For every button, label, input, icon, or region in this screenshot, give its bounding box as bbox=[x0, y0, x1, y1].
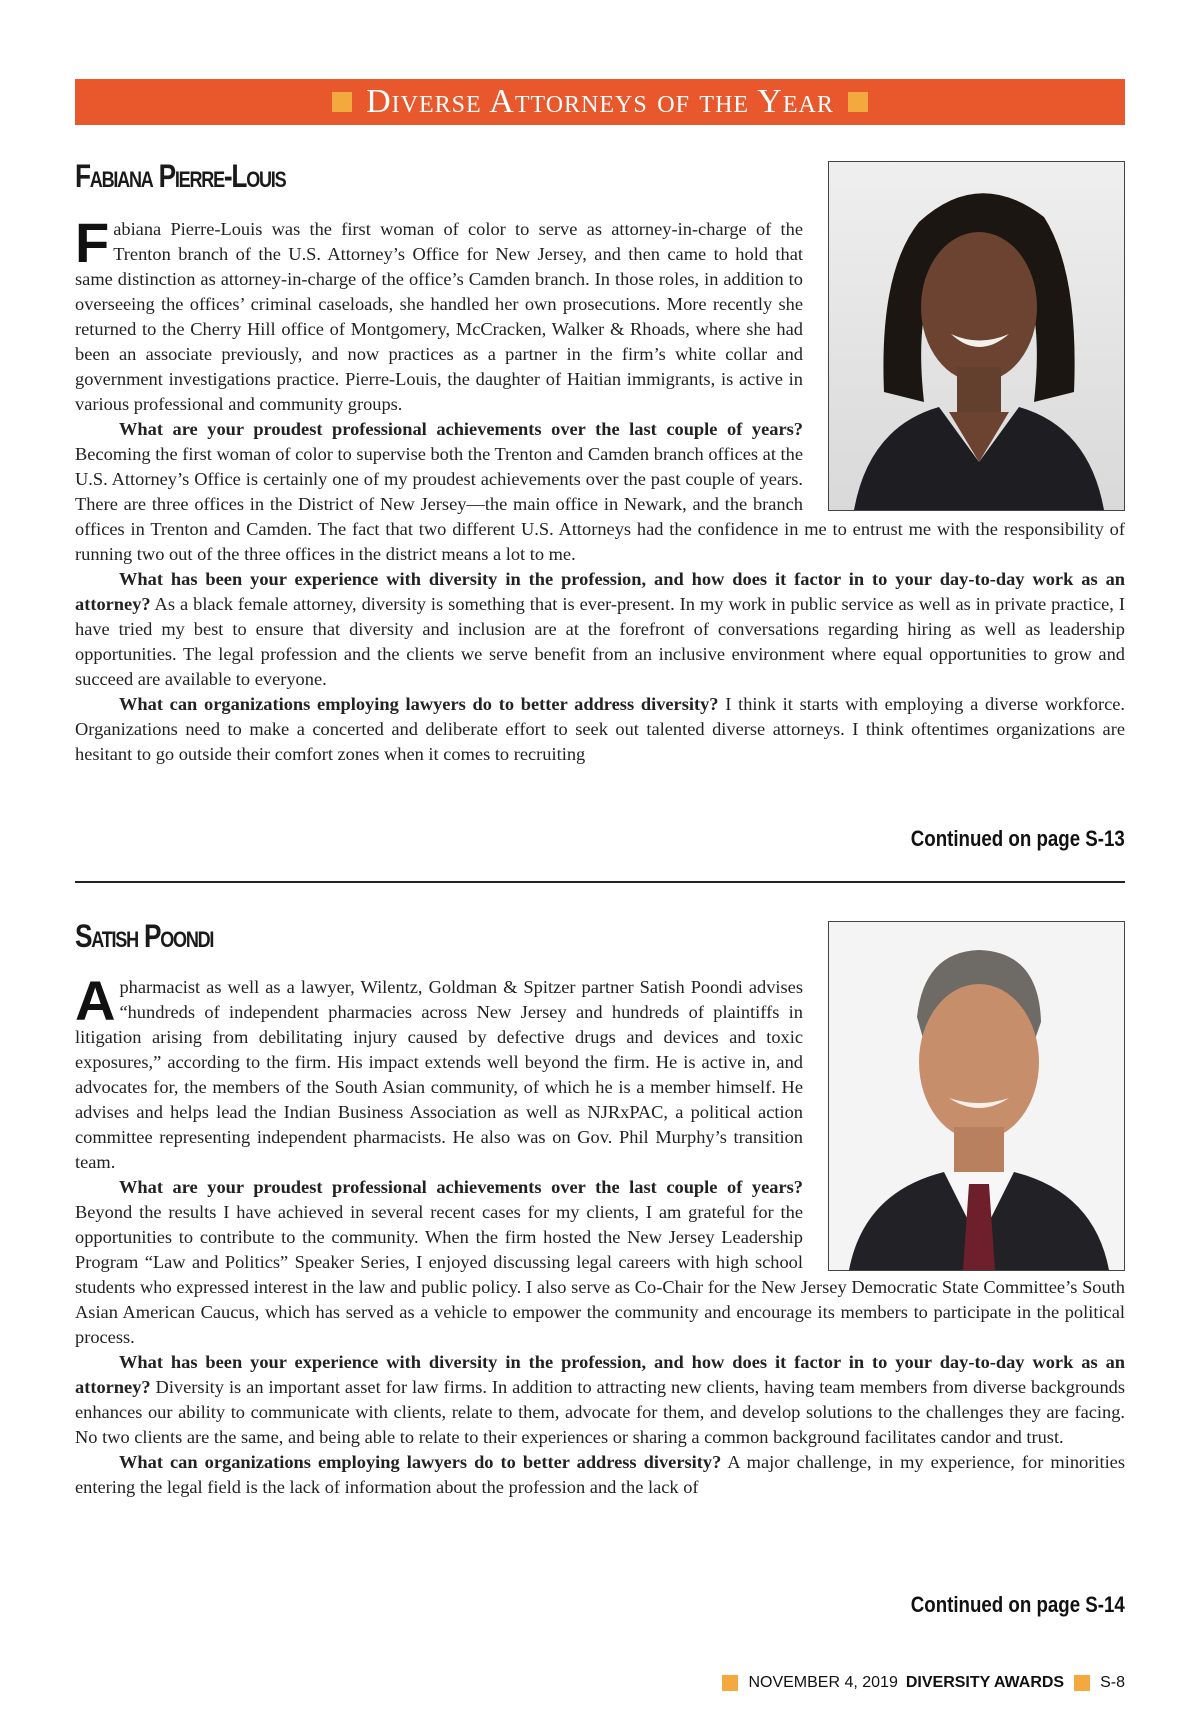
drop-cap: A bbox=[75, 969, 116, 1032]
profile-name: Satish Poondi bbox=[75, 918, 214, 954]
square-ornament-left bbox=[332, 92, 352, 112]
square-ornament-right bbox=[848, 92, 868, 112]
page-number: S-8 bbox=[1100, 1674, 1125, 1691]
continued-link[interactable]: Continued on page S-13 bbox=[910, 826, 1125, 851]
profile-intro: pharmacist as well as a lawyer, Wilentz, Goldman & Spitzer partner Satish Poondi advises “hundreds of independent pharmacies across New Jersey and hundreds of plaintiffs in litigation arising from debilitating injury caused by defective drugs and devices and toxic exposures,” according to the firm. His impact extends well beyond the firm. He is active in, and advocates for, the members of the South Asian community, of which he is a member himself. He advises and helps lead the Indian Business Association as well as NJRxPAC, a political action committee representing independent pharmacists. He also was on Gov. Phil Murphy’s transition team. bbox=[75, 977, 803, 1172]
section-name: DIVERSITY AWARDS bbox=[905, 1674, 1065, 1691]
question: What are your proudest professional achievements over the last couple of years? bbox=[119, 419, 803, 439]
answer: Becoming the first woman of color to supervise both the Trenton and Camden branch offices at the U.S. Attorney’s Office is certainly one of my proudest achievements over the past couple of years. There are three offices in the District of New Jersey—the main office in Newark, and the branch offices in Trenton and Camden. The fact that two different U.S. Attorneys had the confidence in me to entrust me with the responsibility of running two out of the three offices in the district means a lot to me. bbox=[75, 444, 1125, 564]
page-footer bbox=[712, 1674, 1125, 1692]
question: What can organizations employing lawyers do to better address diversity? bbox=[119, 1452, 722, 1472]
section-banner bbox=[75, 79, 1125, 125]
answer: Diversity is an important asset for law firms. In addition to attracting new clients, having team members from diverse backgrounds enhances our ability to communicate with clients, relate to them, advocate for them, and develop solutions to the challenges they are facing. No two clients are the same, and being able to relate to their experiences or sharing a common background facilitates candor and trust. bbox=[75, 1377, 1125, 1447]
profile-name: Fabiana Pierre-Louis bbox=[75, 158, 286, 194]
answer: Beyond the results I have achieved in several recent cases for my clients, I am grateful for the opportunities to contribute to the community. When the firm hosted the New Jersey Leadership Program “Law and Politics” Speaker Series, I enjoyed discussing legal careers with high school students who expressed interest in the law and public policy. I also serve as Co-Chair for the New Jersey Democratic State Committee’s South Asian American Caucus, which has served as a vehicle to empower the community and encourage its members to participate in the political process. bbox=[75, 1202, 1125, 1347]
question: What can organizations employing lawyers do to better address diversity? bbox=[119, 694, 719, 714]
profile-body bbox=[75, 211, 1125, 767]
question: What has been your experience with diversity in the profession, and how does it factor in to your day-to-day work as an attorney? bbox=[75, 569, 1125, 614]
section-divider bbox=[75, 881, 1125, 883]
continued-link[interactable]: Continued on page S-14 bbox=[910, 1592, 1125, 1617]
section-title: Diverse Attorneys of the Year bbox=[366, 83, 834, 120]
answer: I think it starts with employing a diverse workforce. Organizations need to make a concerted and deliberate effort to seek out talented diverse attorneys. I think oftentimes organizations are hesitant to go outside their comfort zones when it comes to recruiting bbox=[75, 694, 1125, 764]
question: What has been your experience with diversity in the profession, and how does it factor in to your day-to-day work as an attorney? bbox=[75, 1352, 1125, 1397]
profile-body bbox=[75, 969, 1125, 1500]
profile-intro: abiana Pierre-Louis was the first woman of color to serve as attorney-in-charge of the Trenton branch of the U.S. Attorney’s Office for New Jersey, and then came to hold that same distinction as attorney-in-charge of the office’s Camden branch. In those roles, in addition to overseeing the offices’ criminal caseloads, she handled her own prosecutions. More recently she returned to the Cherry Hill office of Montgomery, McCracken, Walker & Rhoads, where she had been an associate previously, and now practices as a partner in the firm’s white collar and government investigations practice. Pierre-Louis, the daughter of Haitian immigrants, is active in various professional and community groups. bbox=[75, 219, 803, 414]
answer: A major challenge, in my experience, for minorities entering the legal field is the lack of information about the profession and the lack of bbox=[75, 1452, 1125, 1497]
answer: As a black female attorney, diversity is something that is ever-present. In my work in public service as well as in private practice, I have tried my best to ensure that diversity and inclusion are at the forefront of conversations regarding hiring as well as leadership opportunities. The legal profession and the clients we serve benefit from an inclusive environment where equal opportunities to grow and succeed are available to everyone. bbox=[75, 594, 1125, 689]
issue-date: NOVEMBER 4, 2019 bbox=[748, 1674, 898, 1691]
question: What are your proudest professional achievements over the last couple of years? bbox=[119, 1177, 803, 1197]
square-ornament bbox=[722, 1675, 738, 1691]
drop-cap: F bbox=[75, 211, 110, 274]
square-ornament bbox=[1074, 1675, 1090, 1691]
